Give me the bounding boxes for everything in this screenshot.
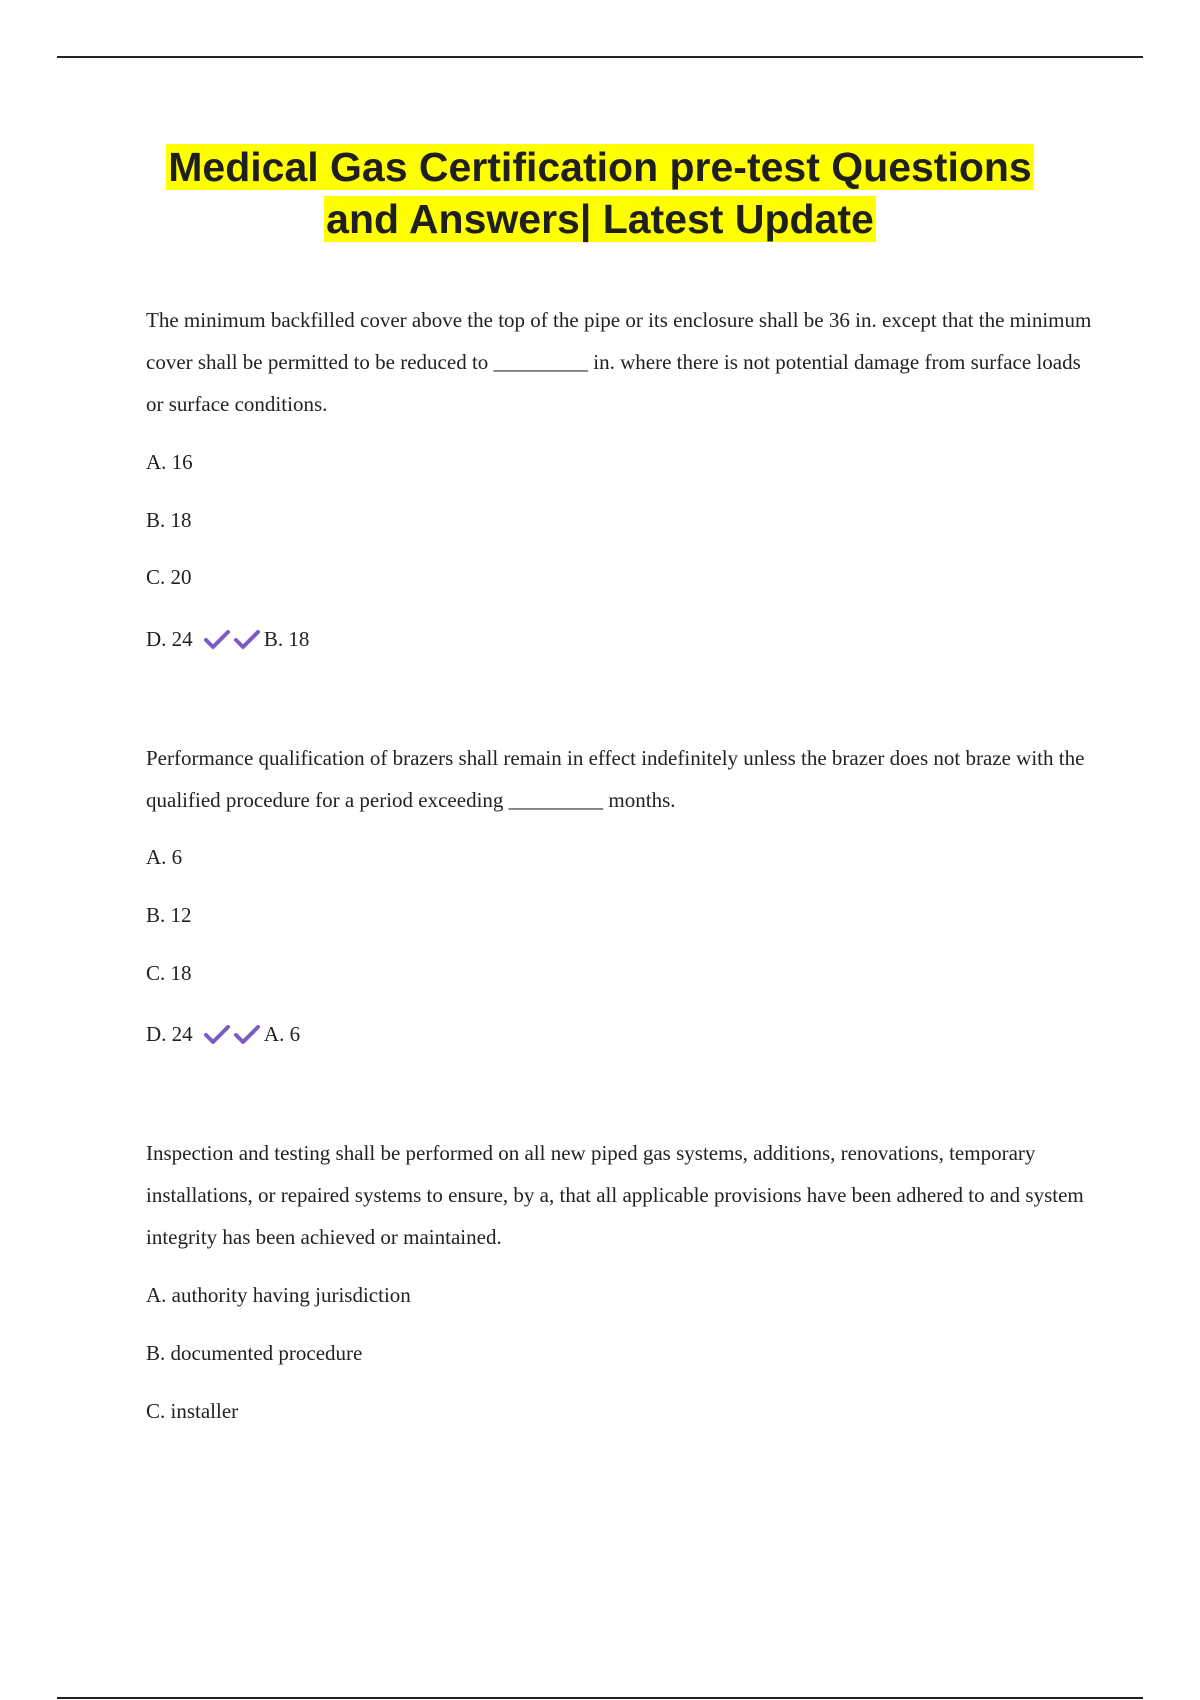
question-1-option-c: C. 20 bbox=[146, 565, 192, 589]
checkmark-icon bbox=[204, 1023, 230, 1045]
question-2-option-d: D. 24 bbox=[146, 1022, 193, 1046]
question-3-option-a: A. authority having jurisdiction bbox=[146, 1283, 411, 1307]
question-3-text: Inspection and testing shall be performed on all new piped gas systems, additions, renovations, temporary installations, or repaired systems to ensure, by a, that all applicable provisions have been adhered to and system integrity has been achieved or maintained. bbox=[146, 1141, 1084, 1249]
page-title-line-1: Medical Gas Certification pre-test Questions bbox=[168, 144, 1032, 190]
question-3-option-b: B. documented procedure bbox=[146, 1341, 363, 1365]
question-2-option-c: C. 18 bbox=[146, 961, 192, 985]
question-1-option-d: D. 24 bbox=[146, 627, 193, 651]
question-2-answer-line bbox=[146, 1020, 300, 1048]
question-3-option-c: C. installer bbox=[146, 1399, 239, 1423]
checkmark-icon bbox=[204, 628, 230, 650]
question-1-option-b: B. 18 bbox=[146, 508, 192, 532]
question-1-answer-line bbox=[146, 625, 309, 653]
bottom-rule bbox=[57, 1697, 1143, 1699]
question-2-text: Performance qualification of brazers shall remain in effect indefinitely unless the brazer does not braze with the qualified procedure for a period exceeding _________ months. bbox=[146, 746, 1085, 812]
checkmark-icon bbox=[234, 1023, 260, 1045]
page-title bbox=[100, 141, 1100, 245]
question-2-option-b: B. 12 bbox=[146, 903, 192, 927]
question-1-text: The minimum backfilled cover above the top of the pipe or its enclosure shall be 36 in. except that the minimum cover shall be permitted to be reduced to _________ in. where there is not potential damage from surface loads or surface conditions. bbox=[146, 308, 1092, 416]
question-2-option-a: A. 6 bbox=[146, 845, 183, 869]
checkmark-icon bbox=[234, 628, 260, 650]
page-title-line-2: and Answers| Latest Update bbox=[326, 196, 874, 242]
question-1-option-a: A. 16 bbox=[146, 450, 193, 474]
question-1-answer: B. 18 bbox=[263, 627, 310, 651]
top-rule bbox=[57, 56, 1143, 58]
question-2-answer: A. 6 bbox=[263, 1022, 301, 1046]
